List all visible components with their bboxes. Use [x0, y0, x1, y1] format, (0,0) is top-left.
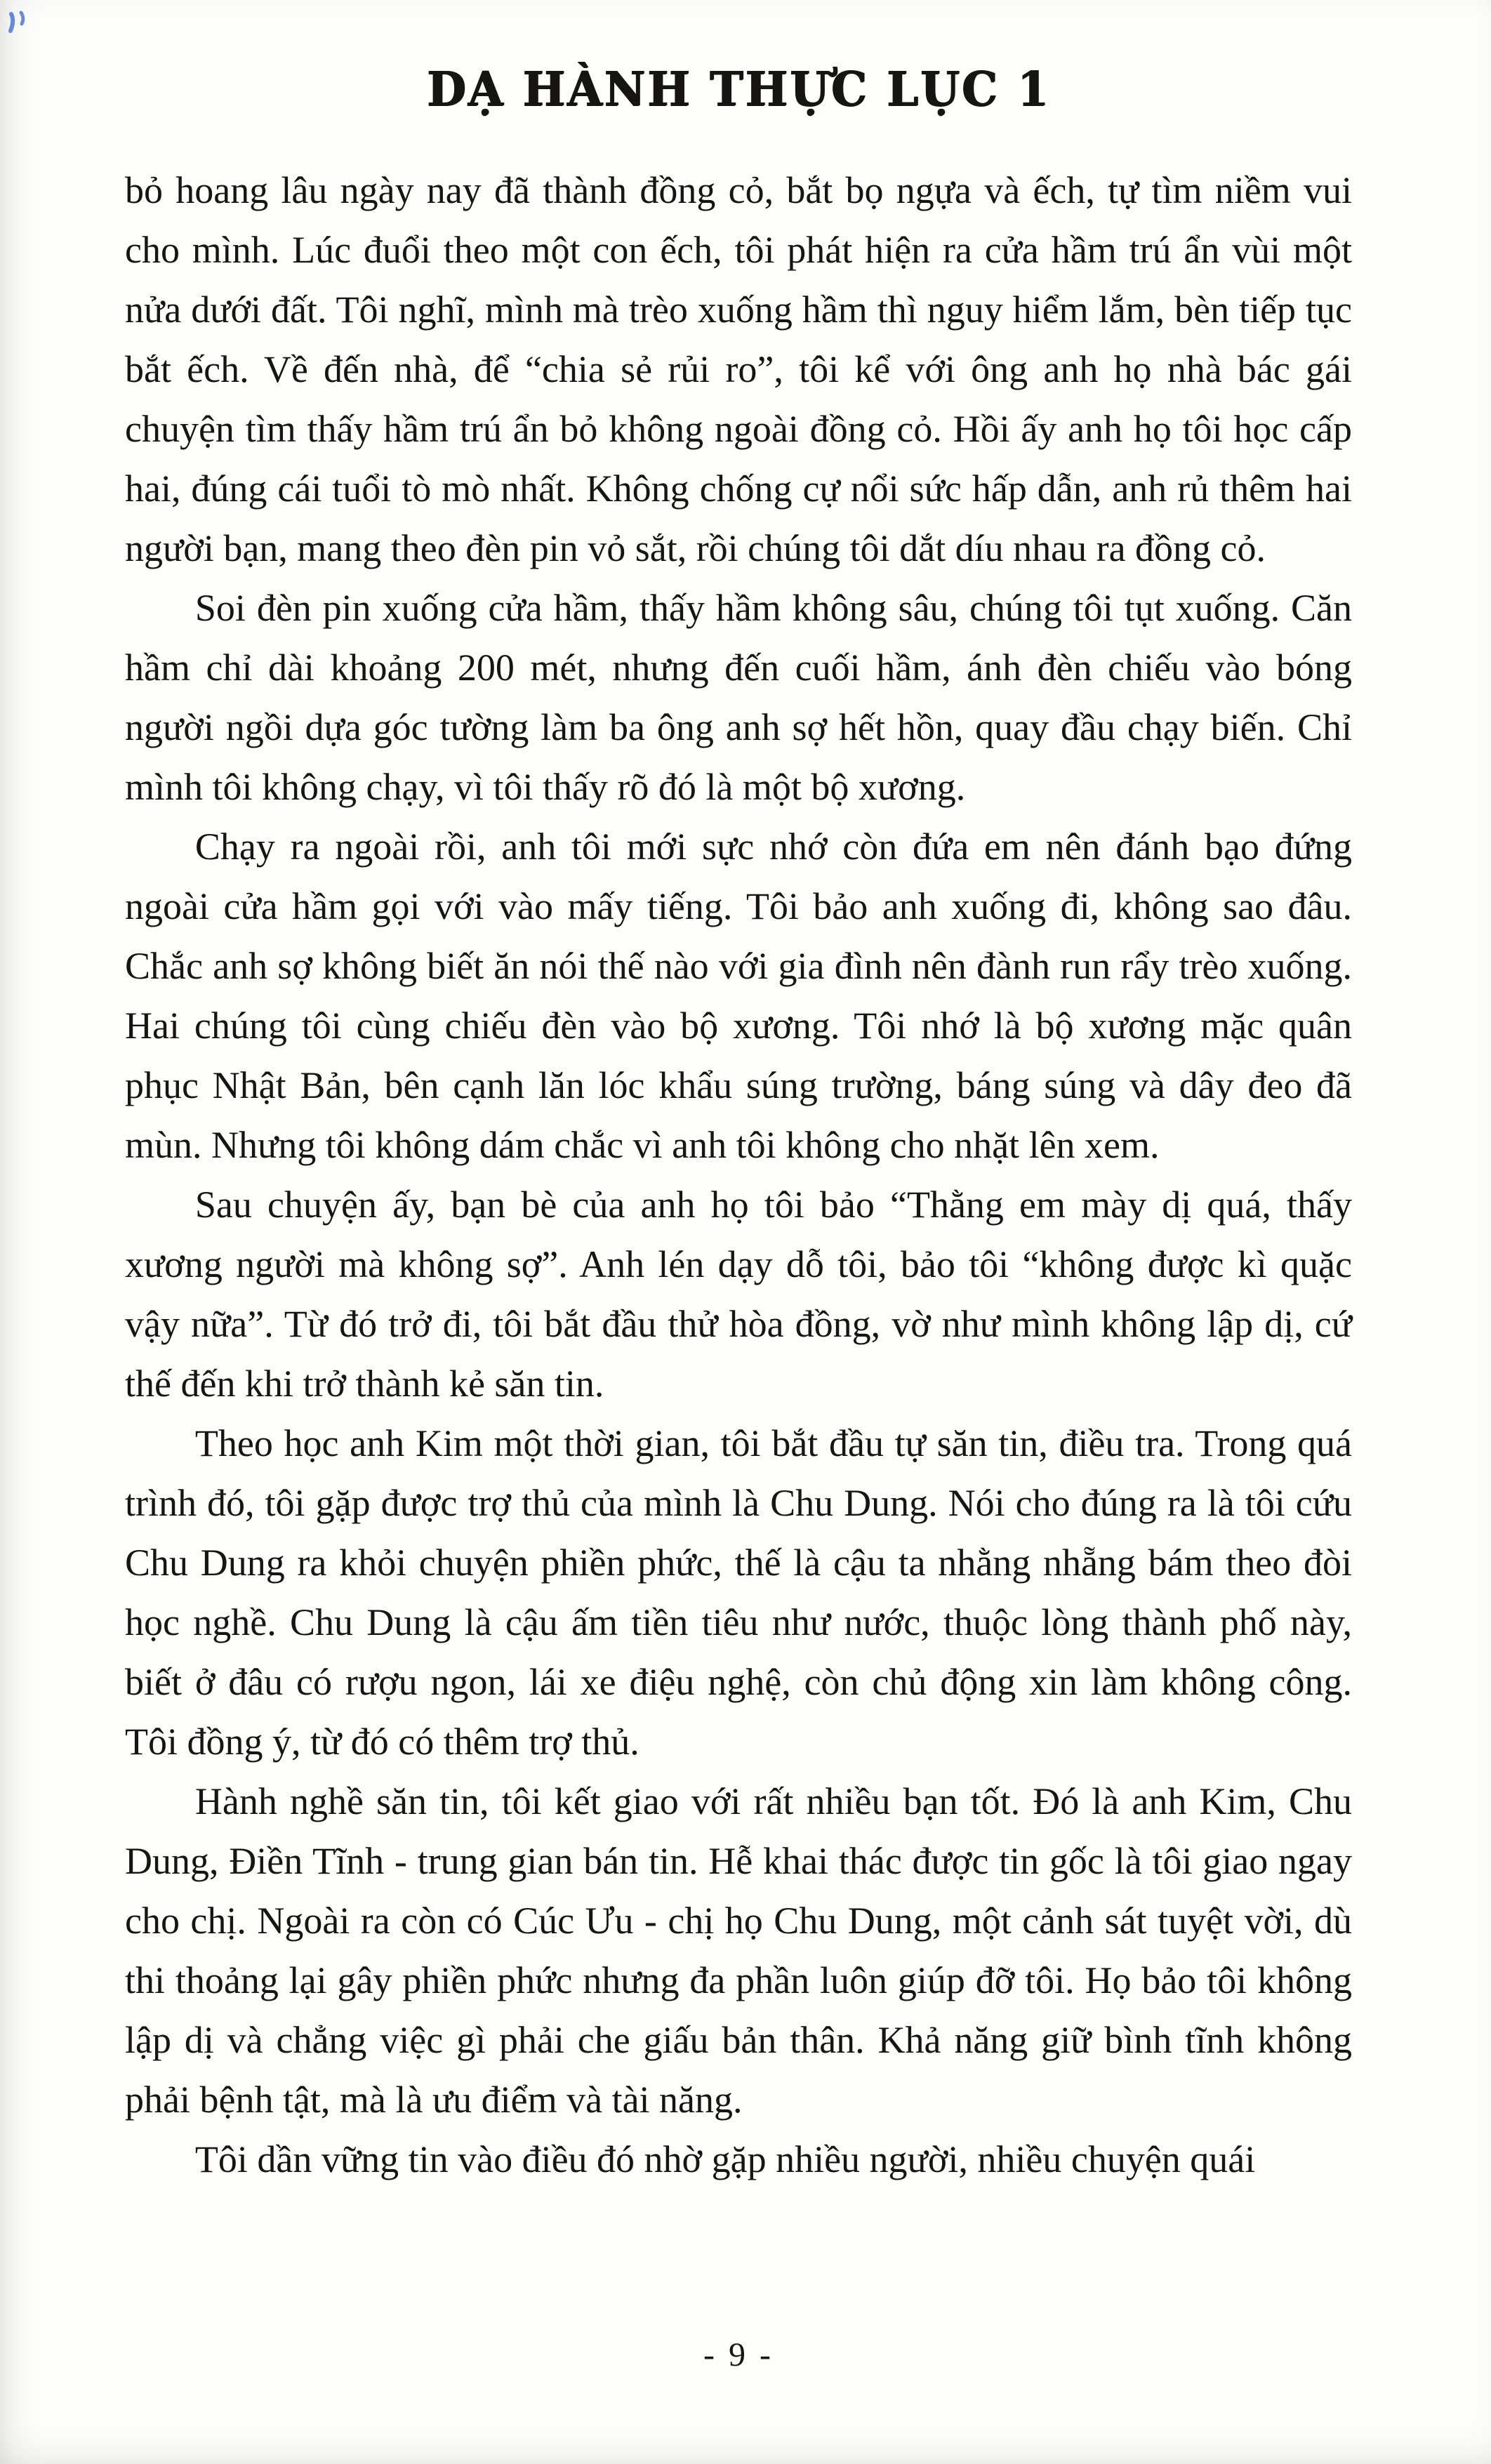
page-number: - 9 -: [703, 2336, 774, 2373]
paragraph: Theo học anh Kim một thời gian, tôi bắt đầu tự săn tin, điều tra. Trong quá trình đó, tôi gặp được trợ thủ của mình là Chu Dung. Nói cho đúng ra là tôi cứu Chu Dung ra khỏi chuyện phiền phức, thế là cậu ta nhằng nhẵng bám theo đòi học nghề. Chu Dung là cậu ấm tiền tiêu như nước, thuộc lòng thành phố này, biết ở đâu có rượu ngon, lái xe điệu nghệ, còn chủ động xin làm không công. Tôi đồng ý, từ đó có thêm trợ thủ.: [125, 1422, 1352, 1763]
paragraph: bỏ hoang lâu ngày nay đã thành đồng cỏ, bắt bọ ngựa và ếch, tự tìm niềm vui cho mình. Lúc đuổi theo một con ếch, tôi phát hiện ra cửa hầm trú ẩn vùi một nửa dưới đất. Tôi nghĩ, mình mà trèo xuống hầm thì nguy hiểm lắm, bèn tiếp tục bắt ếch. Về đến nhà, để “chia sẻ rủi ro”, tôi kể với ông anh họ nhà bác gái chuyện tìm thấy hầm trú ẩn bỏ không ngoài đồng cỏ. Hồi ấy anh họ tôi học cấp hai, đúng cái tuổi tò mò nhất. Không chống cự nổi sức hấp dẫn, anh rủ thêm hai người bạn, mang theo đèn pin vỏ sắt, rồi chúng tôi dắt díu nhau ra đồng cỏ.: [125, 169, 1352, 569]
running-header: [125, 63, 1352, 116]
paragraph: Sau chuyện ấy, bạn bè của anh họ tôi bảo “Thằng em mày dị quá, thấy xương người mà không sợ”. Anh lén dạy dỗ tôi, bảo tôi “không được kì quặc vậy nữa”. Từ đó trở đi, tôi bắt đầu thử hòa đồng, vờ như mình không lập dị, cứ thế đến khi trở thành kẻ săn tin.: [125, 1184, 1352, 1405]
page-title: DẠ HÀNH THỰC LỤC 1: [426, 62, 1051, 117]
paragraph: Soi đèn pin xuống cửa hầm, thấy hầm không sâu, chúng tôi tụt xuống. Căn hầm chỉ dài khoảng 200 mét, nhưng đến cuối hầm, ánh đèn chiếu vào bóng người ngồi dựa góc tường làm ba ông anh sợ hết hồn, quay đầu chạy biến. Chỉ mình tôi không chạy, vì tôi thấy rõ đó là một bộ xương.: [125, 587, 1352, 808]
paragraph: Hành nghề săn tin, tôi kết giao với rất nhiều bạn tốt. Đó là anh Kim, Chu Dung, Điền Tĩnh - trung gian bán tin. Hễ khai thác được tin gốc là tôi giao ngay cho chị. Ngoài ra còn có Cúc Ưu - chị họ Chu Dung, một cảnh sát tuyệt vời, dù thi thoảng lại gây phiền phức nhưng đa phần luôn giúp đỡ tôi. Họ bảo tôi không lập dị và chẳng việc gì phải che giấu bản thân. Khả năng giữ bình tĩnh không phải bệnh tật, mà là ưu điểm và tài năng.: [125, 1780, 1352, 2121]
page-footer: [125, 2336, 1352, 2374]
blue-ink-artifact: [7, 10, 39, 38]
body-text: [125, 161, 1352, 2190]
paragraph: Chạy ra ngoài rồi, anh tôi mới sực nhớ còn đứa em nên đánh bạo đứng ngoài cửa hầm gọi với vào mấy tiếng. Tôi bảo anh xuống đi, không sao đâu. Chắc anh sợ không biết ăn nói thế nào với gia đình nên đành run rẩy trèo xuống. Hai chúng tôi cùng chiếu đèn vào bộ xương. Tôi nhớ là bộ xương mặc quân phục Nhật Bản, bên cạnh lăn lóc khẩu súng trường, báng súng và dây đeo đã mùn. Nhưng tôi không dám chắc vì anh tôi không cho nhặt lên xem.: [125, 826, 1352, 1166]
paragraph: Tôi dần vững tin vào điều đó nhờ gặp nhiều người, nhiều chuyện quái: [194, 2138, 1256, 2180]
